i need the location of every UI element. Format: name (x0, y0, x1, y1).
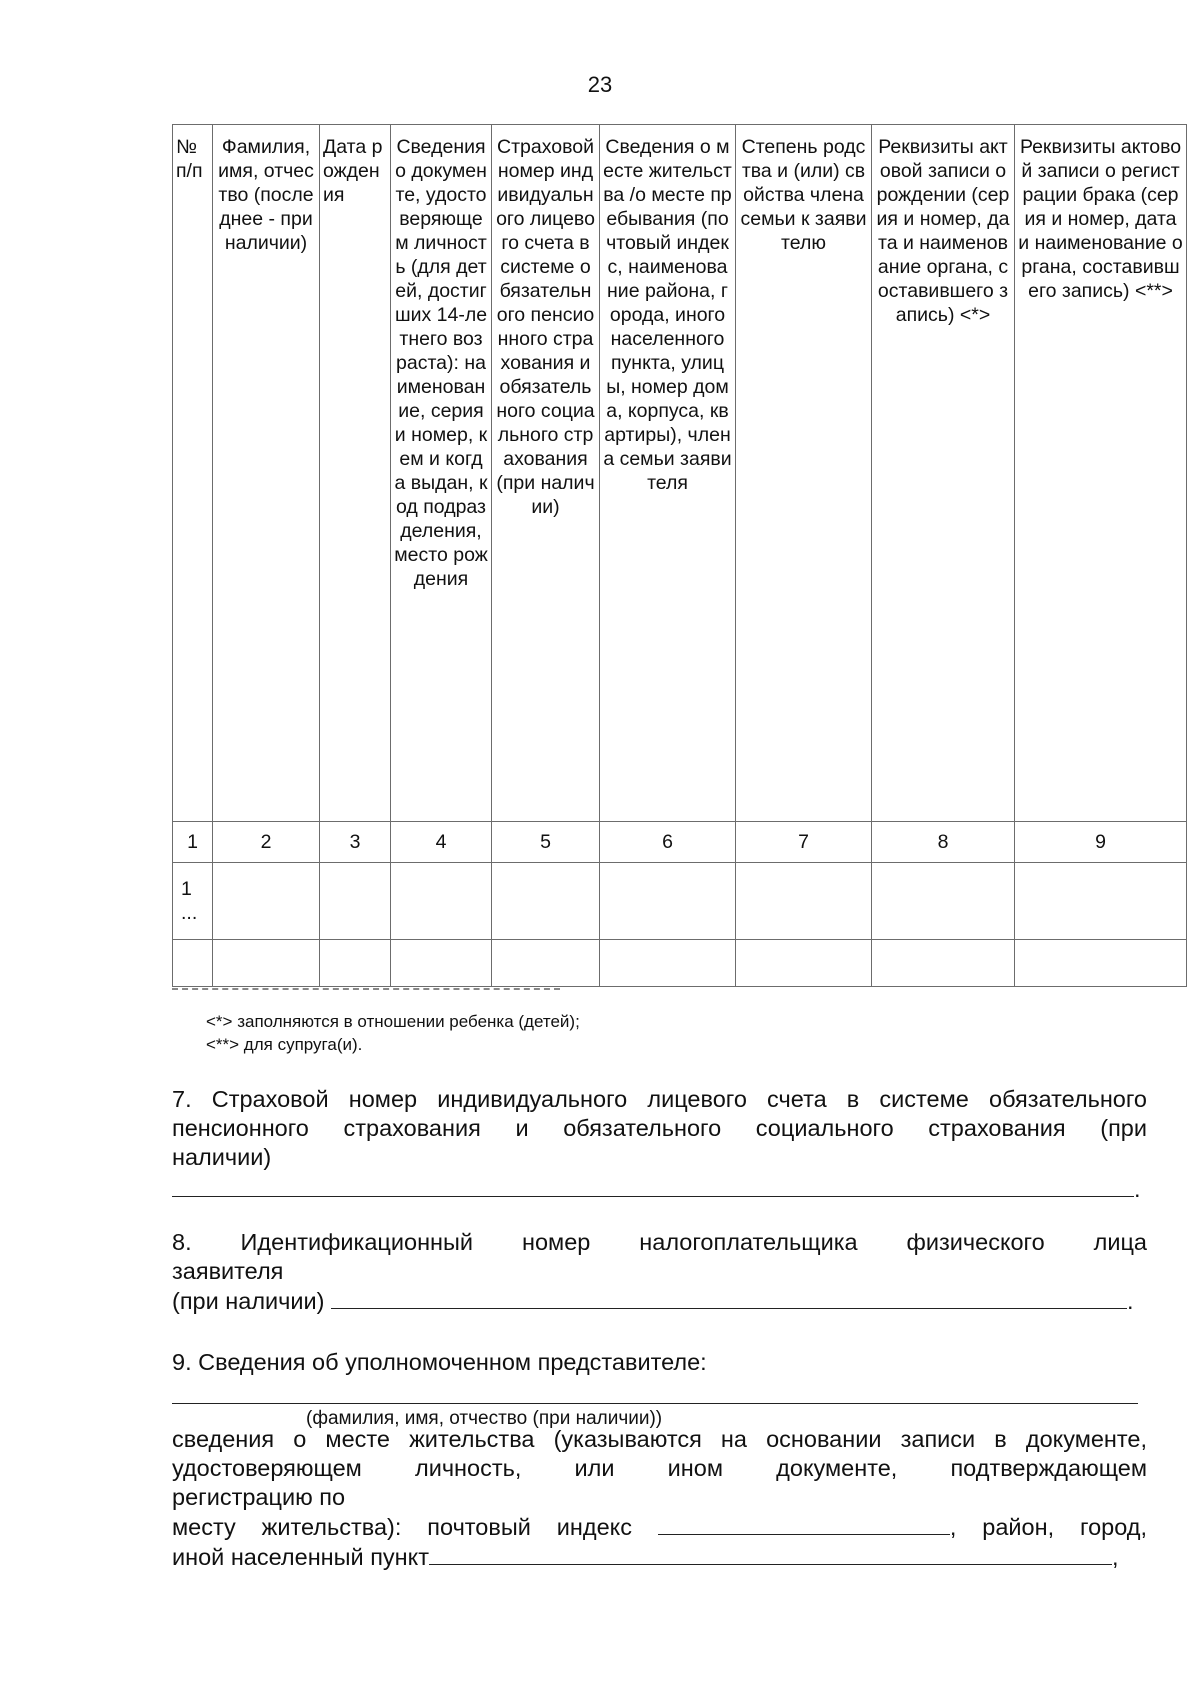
section-7-fill-line[interactable] (172, 1174, 1134, 1197)
section-7-line: пенсионного страхования и обязательного социального страхования (при (172, 1115, 1147, 1141)
header-cell-residence: Сведения о месте жительства /о месте пребывания (почтовый индекс, наименование района, города, иного населенного пункта, улицы, номер дома, корпуса, квартиры), члена семьи заявителя (600, 125, 736, 822)
table-cell[interactable] (320, 940, 391, 987)
section-9-line: удостоверяющем личность, или ином документе, подтверждающем (172, 1455, 1147, 1481)
column-number: 2 (213, 822, 320, 863)
table-cell[interactable] (736, 940, 872, 987)
table-cell[interactable] (213, 863, 320, 940)
section-9-name-fill-line[interactable] (172, 1381, 1138, 1404)
section-8-line: 8. Идентификационный номер налогоплательщика физического лица (172, 1229, 1147, 1255)
table-cell[interactable] (492, 863, 600, 940)
section-9-residence (172, 1425, 1147, 1572)
row-number-cell[interactable] (173, 863, 213, 940)
page-number: 23 (587, 72, 613, 97)
header-cell-marriage-record: Реквизиты актовой записи о регистрации брака (серия и номер, дата и наименование органа, составившего запись) <**> (1015, 125, 1187, 822)
section-8-line: (при наличии) (172, 1288, 325, 1314)
column-number: 1 (173, 822, 213, 863)
locality-fill-line[interactable] (429, 1542, 1112, 1565)
column-number: 6 (600, 822, 736, 863)
section-8-end: . (1127, 1288, 1134, 1314)
section-9-line: сведения о месте жительства (указываются на основании записи в документе, (172, 1426, 1147, 1452)
table-cell[interactable] (213, 940, 320, 987)
table-row (173, 863, 1187, 940)
family-members-table (172, 124, 1187, 987)
table-cell[interactable] (391, 940, 492, 987)
table-cell[interactable] (1015, 863, 1187, 940)
table-cell[interactable] (872, 940, 1015, 987)
footnote-child: <*> заполняются в отношении ребенка (детей); (206, 1012, 580, 1031)
column-number: 4 (391, 822, 492, 863)
section-9-district-label: , район, город, (949, 1514, 1148, 1540)
table-cell[interactable] (600, 940, 736, 987)
row-number: 1 (181, 878, 192, 900)
section-9-line: регистрацию по (172, 1484, 346, 1510)
table-cell[interactable] (736, 863, 872, 940)
postal-index-fill-line[interactable] (658, 1512, 950, 1535)
section-8-fill-row (172, 1286, 1147, 1316)
header-cell-number: № п/п (173, 125, 213, 822)
section-9-locality-row (172, 1542, 1147, 1572)
section-9-representative (172, 1348, 1147, 1411)
section-7-fill-row (172, 1174, 1147, 1204)
table-cell[interactable] (872, 863, 1015, 940)
row-ellipsis: ... (181, 902, 198, 924)
table-cell[interactable] (492, 940, 600, 987)
table-cell[interactable] (391, 863, 492, 940)
section-9-fill-row (172, 1381, 1147, 1411)
section-7-line: 7. Страховой номер индивидуального лицевого счета в системе обязательного (172, 1086, 1147, 1112)
table-cell[interactable] (1015, 940, 1187, 987)
footnote-spouse: <**> для супруга(и). (206, 1035, 363, 1054)
section-9-locality-label: иной населенный пункт (172, 1544, 429, 1570)
header-cell-birth-record: Реквизиты актовой записи о рождении (серия и номер, дата и наименование органа, составившего запись) <*> (872, 125, 1015, 822)
column-number: 9 (1015, 822, 1187, 863)
section-9-postal-label: месту жительства): почтовый индекс (172, 1514, 632, 1540)
table-row (173, 940, 1187, 987)
section-9-name-hint: (фамилия, имя, отчество (при наличии)) (306, 1408, 663, 1429)
section-8-fill-line[interactable] (331, 1286, 1127, 1309)
table-cell[interactable] (600, 863, 736, 940)
section-7-line: наличии) (172, 1144, 272, 1170)
section-7-end: . (1134, 1176, 1141, 1202)
header-cell-kinship: Степень родства и (или) свойства члена семьи к заявителю (736, 125, 872, 822)
section-9-title: 9. Сведения об уполномоченном представителе: (172, 1349, 707, 1375)
section-7-insurance-number (172, 1085, 1147, 1204)
table-header-row (173, 125, 1187, 822)
section-8-taxpayer-number (172, 1228, 1147, 1316)
footnote-separator (172, 988, 560, 990)
section-8-line: заявителя (172, 1258, 284, 1284)
header-cell-birth-date: Дата рождения (320, 125, 391, 822)
header-cell-insurance-number: Страховой номер индивидуального лицевого счета в системе обязательного пенсионного страхования и обязательного социального страхования (при наличии) (492, 125, 600, 822)
table-cell[interactable] (320, 863, 391, 940)
column-number-row (173, 822, 1187, 863)
section-9-locality-end: , (1111, 1544, 1119, 1570)
table-cell[interactable] (173, 940, 213, 987)
column-number: 3 (320, 822, 391, 863)
header-cell-full-name: Фамилия, имя, отчество (последнее - при наличии) (213, 125, 320, 822)
column-number: 7 (736, 822, 872, 863)
column-number: 5 (492, 822, 600, 863)
header-cell-identity-document: Сведения о документе, удостоверяющем личность (для детей, достигших 14-летнего возраста): наименование, серия и номер, кем и когда выдан, код подразделения, место рождения (391, 125, 492, 822)
section-9-postal-row (172, 1512, 1147, 1542)
column-number: 8 (872, 822, 1015, 863)
